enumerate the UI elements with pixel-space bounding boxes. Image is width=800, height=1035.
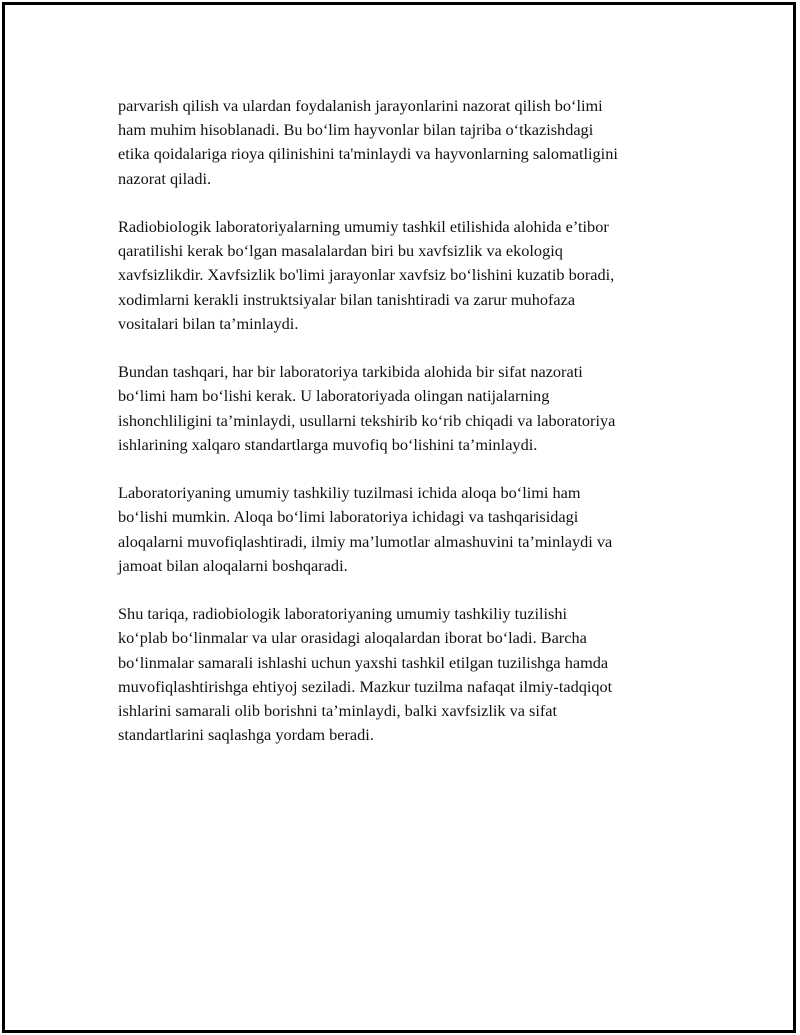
- text-line: ishlarining xalqaro standartlarga muvofiq boʻlishini ta’minlaydi.: [118, 434, 538, 454]
- text-line: nazorat qiladi.: [118, 168, 212, 188]
- text-line: ishonchliligini ta’minlaydi, usullarni tekshirib koʻrib chiqadi va laboratoriya: [118, 410, 616, 430]
- text-line: parvarish qilish va ulardan foydalanish jarayonlarini nazorat qilish boʻlimi: [118, 96, 603, 115]
- document-body: [118, 94, 703, 772]
- text-line: Laboratoriyaning umumiy tashkiliy tuzilmasi ichida aloqa boʻlimi ham: [118, 483, 581, 503]
- text-line: qaratilishi kerak boʻlgan masalalardan biri bu xavfsizlik va ekologiq: [118, 241, 563, 261]
- text-line: standartlarini saqlashga yordam beradi.: [118, 725, 374, 745]
- text-line: ishlarini samarali olib borishni ta’minlaydi, balki xavfsizlik va sifat: [118, 701, 558, 721]
- text-line: ham muhim hisoblanadi. Bu boʻlim hayvonlar bilan tajriba oʻtkazishdagi: [118, 120, 594, 140]
- text-line: aloqalarni muvofiqlashtiradi, ilmiy ma’lumotlar almashuvini ta’minlaydi va: [118, 531, 613, 551]
- text-line: koʻplab boʻlinmalar va ular orasidagi aloqalardan iborat boʻladi. Barcha: [118, 628, 587, 648]
- text-line: jamoat bilan aloqalarni boshqaradi.: [118, 555, 348, 575]
- text-line: boʻlimi ham boʻlishi kerak. U laboratoriyada olingan natijalarning: [118, 386, 550, 406]
- paragraph-1: [118, 94, 703, 191]
- text-line: etika qoidalariga rioya qilinishini ta'minlaydi va hayvonlarning salomatligini: [118, 144, 618, 164]
- text-line: boʻlinmalar samarali ishlashi uchun yaxshi tashkil etilgan tuzilishga hamda: [118, 652, 609, 672]
- paragraph-5: [118, 602, 703, 747]
- text-line: muvofiqlashtirishga ehtiyoj seziladi. Mazkur tuzilma nafaqat ilmiy-tadqiqot: [118, 676, 613, 696]
- paragraph-4: [118, 481, 703, 578]
- text-line: Shu tariqa, radiobiologik laboratoriyaning umumiy tashkiliy tuzilishi: [118, 604, 568, 624]
- text-line: Radiobiologik laboratoriyalarning umumiy tashkil etilishida alohida e’tibor: [118, 217, 609, 236]
- paragraph-2: [118, 215, 703, 336]
- text-line: vositalari bilan ta’minlaydi.: [118, 313, 299, 333]
- text-line: xavfsizlikdir. Xavfsizlik bo'limi jarayonlar xavfsiz boʻlishini kuzatib boradi,: [118, 265, 615, 285]
- paragraph-3: [118, 360, 703, 457]
- text-line: boʻlishi mumkin. Aloqa boʻlimi laboratoriya ichidagi va tashqarisidagi: [118, 507, 579, 527]
- text-line: Bundan tashqari, har bir laboratoriya tarkibida alohida bir sifat nazorati: [118, 362, 583, 382]
- text-line: xodimlarni kerakli instruktsiyalar bilan tanishtiradi va zarur muhofaza: [118, 289, 576, 309]
